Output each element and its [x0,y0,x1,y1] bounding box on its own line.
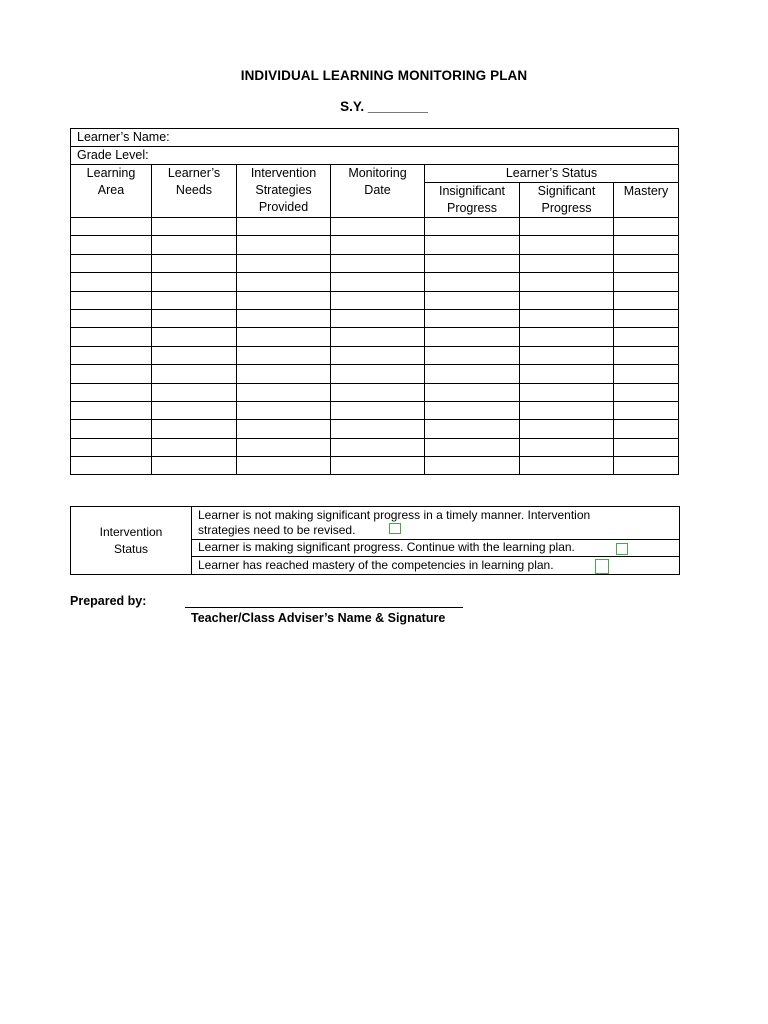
status-option-text: Learner is making significant progress. Continue with the learning plan. [198,540,575,555]
table-row [71,328,679,346]
cell-intervention[interactable] [237,218,331,236]
cell-intervention[interactable] [237,401,331,419]
cell-learners-needs[interactable] [152,309,237,327]
cell-mastery[interactable] [614,401,679,419]
table-row [71,365,679,383]
cell-learners-needs[interactable] [152,273,237,291]
cell-mastery[interactable] [614,383,679,401]
signature-caption: Teacher/Class Adviser’s Name & Signature [191,611,446,625]
cell-mastery[interactable] [614,254,679,272]
cell-significant[interactable] [520,218,614,236]
header-significant-progress: Significant Progress [520,183,614,218]
cell-learning-area[interactable] [71,438,152,456]
cell-learning-area[interactable] [71,420,152,438]
cell-mastery[interactable] [614,420,679,438]
table-row [71,309,679,327]
table-row [71,457,679,475]
cell-insignificant[interactable] [425,218,520,236]
cell-learners-needs[interactable] [152,420,237,438]
cell-intervention[interactable] [237,346,331,364]
cell-insignificant[interactable] [425,365,520,383]
cell-learners-needs[interactable] [152,383,237,401]
prepared-by-label: Prepared by: [70,594,147,608]
header-monitoring-date: Monitoring Date [331,165,425,218]
cell-insignificant[interactable] [425,273,520,291]
cell-monitoring-date[interactable] [331,438,425,456]
status-option-mastery [192,557,680,575]
cell-insignificant[interactable] [425,457,520,475]
intervention-status-label: Intervention Status [71,507,192,575]
checkbox-revise[interactable] [389,523,401,534]
cell-learning-area[interactable] [71,309,152,327]
grade-level-field[interactable]: Grade Level: [71,147,679,165]
cell-learning-area[interactable] [71,328,152,346]
cell-learning-area[interactable] [71,401,152,419]
table-row [71,254,679,272]
cell-monitoring-date[interactable] [331,328,425,346]
cell-significant[interactable] [520,420,614,438]
cell-learning-area[interactable] [71,291,152,309]
cell-learners-needs[interactable] [152,346,237,364]
cell-intervention[interactable] [237,273,331,291]
cell-intervention[interactable] [237,457,331,475]
cell-mastery[interactable] [614,291,679,309]
cell-intervention[interactable] [237,236,331,254]
cell-significant[interactable] [520,328,614,346]
cell-intervention[interactable] [237,383,331,401]
cell-intervention[interactable] [237,328,331,346]
cell-mastery[interactable] [614,438,679,456]
cell-insignificant[interactable] [425,401,520,419]
cell-learners-needs[interactable] [152,254,237,272]
cell-learning-area[interactable] [71,273,152,291]
cell-significant[interactable] [520,383,614,401]
cell-monitoring-date[interactable] [331,383,425,401]
cell-insignificant[interactable] [425,346,520,364]
learning-monitoring-table [70,128,679,475]
cell-learners-needs[interactable] [152,236,237,254]
cell-mastery[interactable] [614,236,679,254]
cell-insignificant[interactable] [425,236,520,254]
cell-monitoring-date[interactable] [331,254,425,272]
cell-mastery[interactable] [614,457,679,475]
document-title: INDIVIDUAL LEARNING MONITORING PLAN [240,68,528,83]
cell-mastery[interactable] [614,346,679,364]
cell-intervention[interactable] [237,420,331,438]
cell-monitoring-date[interactable] [331,401,425,419]
intervention-status-table [70,506,680,575]
cell-intervention[interactable] [237,438,331,456]
cell-learners-needs[interactable] [152,365,237,383]
table-row [71,420,679,438]
cell-learning-area[interactable] [71,218,152,236]
cell-learners-needs[interactable] [152,401,237,419]
header-intervention-strategies: Intervention Strategies Provided [237,165,331,218]
status-option-continue [192,540,680,557]
status-option-text: Learner is not making significant progress in a timely manner. Intervention strategies need to be revised. [198,507,591,537]
data-rows [71,218,679,475]
cell-mastery[interactable] [614,309,679,327]
cell-monitoring-date[interactable] [331,218,425,236]
header-mastery: Mastery [614,183,679,218]
header-insignificant-progress: Insignificant Progress [425,183,520,218]
school-year-field: S.Y. ________ [340,99,428,114]
header-learning-area: Learning Area [71,165,152,218]
cell-insignificant[interactable] [425,309,520,327]
cell-monitoring-date[interactable] [331,420,425,438]
checkbox-continue[interactable] [616,543,628,555]
status-option-revise [192,507,680,540]
cell-intervention[interactable] [237,254,331,272]
cell-monitoring-date[interactable] [331,273,425,291]
table-row [71,383,679,401]
cell-learners-needs[interactable] [152,218,237,236]
cell-learning-area[interactable] [71,383,152,401]
cell-monitoring-date[interactable] [331,291,425,309]
cell-significant[interactable] [520,236,614,254]
table-row [71,236,679,254]
status-option-text: Learner has reached mastery of the competencies in learning plan. [198,557,554,572]
cell-learning-area[interactable] [71,365,152,383]
cell-learners-needs[interactable] [152,328,237,346]
cell-intervention[interactable] [237,291,331,309]
cell-monitoring-date[interactable] [331,236,425,254]
table-row [71,273,679,291]
cell-significant[interactable] [520,309,614,327]
table-row [71,218,679,236]
cell-monitoring-date[interactable] [331,346,425,364]
learner-name-field[interactable]: Learner’s Name: [71,129,679,147]
cell-learning-area[interactable] [71,346,152,364]
signature-line[interactable] [185,607,463,608]
cell-insignificant[interactable] [425,438,520,456]
cell-mastery[interactable] [614,365,679,383]
cell-learning-area[interactable] [71,254,152,272]
cell-learners-needs[interactable] [152,438,237,456]
cell-insignificant[interactable] [425,420,520,438]
cell-significant[interactable] [520,254,614,272]
cell-significant[interactable] [520,401,614,419]
cell-intervention[interactable] [237,309,331,327]
cell-intervention[interactable] [237,365,331,383]
cell-insignificant[interactable] [425,383,520,401]
cell-significant[interactable] [520,438,614,456]
cell-insignificant[interactable] [425,254,520,272]
cell-learners-needs[interactable] [152,291,237,309]
cell-mastery[interactable] [614,273,679,291]
cell-learning-area[interactable] [71,457,152,475]
cell-insignificant[interactable] [425,291,520,309]
cell-insignificant[interactable] [425,328,520,346]
header-learners-needs: Learner’s Needs [152,165,237,218]
table-row [71,291,679,309]
checkbox-mastery[interactable] [595,559,609,574]
table-row [71,346,679,364]
cell-mastery[interactable] [614,328,679,346]
header-learners-status: Learner’s Status [425,165,679,183]
cell-monitoring-date[interactable] [331,309,425,327]
cell-significant[interactable] [520,365,614,383]
cell-learners-needs[interactable] [152,457,237,475]
cell-monitoring-date[interactable] [331,457,425,475]
cell-monitoring-date[interactable] [331,365,425,383]
cell-significant[interactable] [520,457,614,475]
cell-significant[interactable] [520,291,614,309]
table-row [71,401,679,419]
cell-mastery[interactable] [614,218,679,236]
cell-significant[interactable] [520,346,614,364]
cell-learning-area[interactable] [71,236,152,254]
cell-significant[interactable] [520,273,614,291]
table-row [71,438,679,456]
